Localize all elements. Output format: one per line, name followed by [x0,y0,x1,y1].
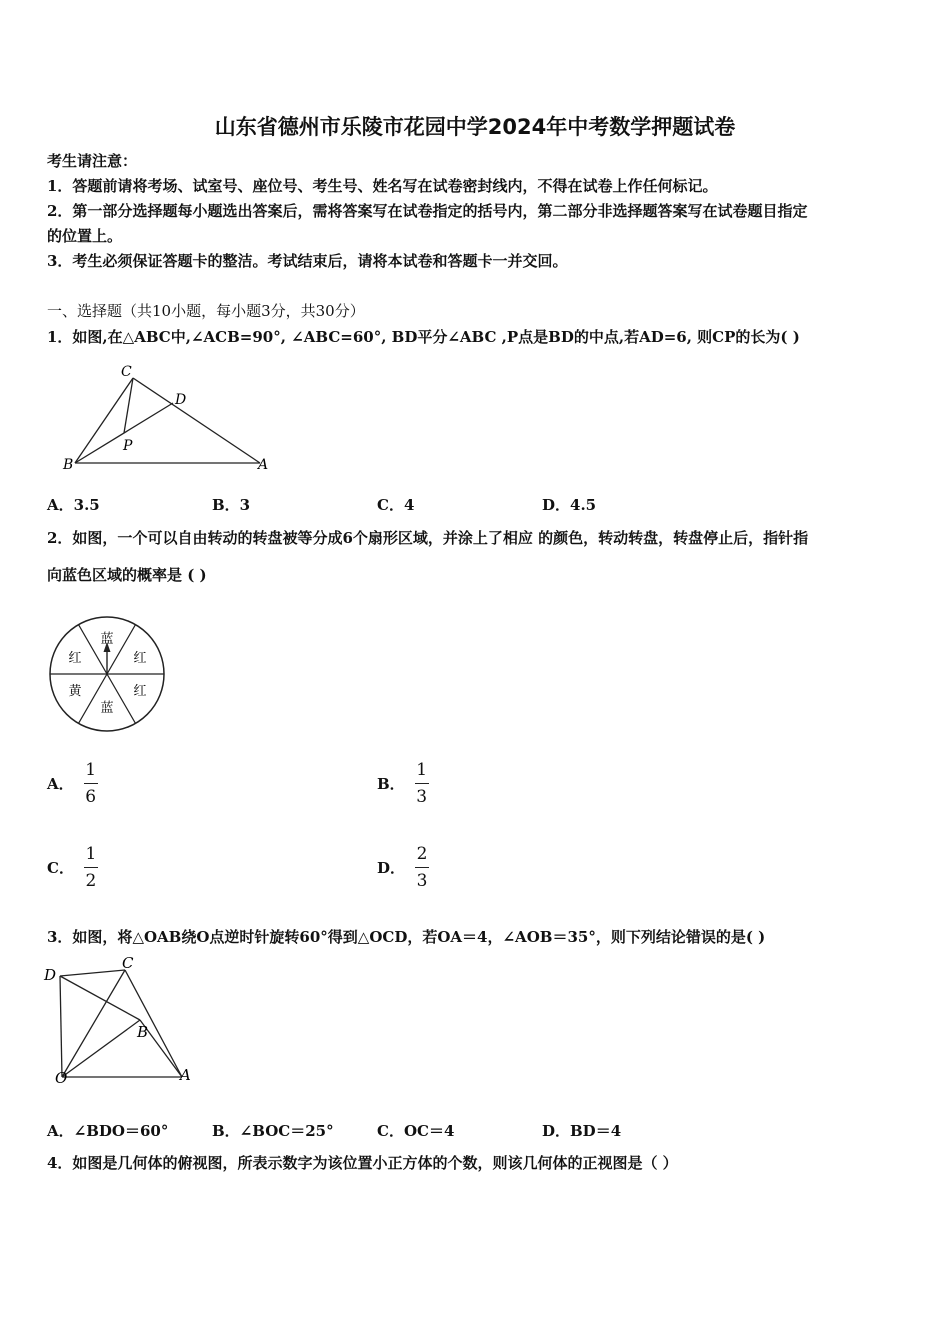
question-1-text: 1．如图,在△ABC中,∠ACB=90°, ∠ABC=60°, BD平分∠ABC ,P点是BD的中点,若AD=6, 则CP的长为( ) [47,328,800,346]
label-c: C [122,957,134,972]
option-c: C．4 [377,496,415,514]
question-3-text: 3．如图，将△OAB绕O点逆时针旋转60°得到△OCD，若OA＝4，∠AOB＝35°，则下列结论错误的是( ) [47,928,766,946]
notice-heading: 考生请注意： [47,152,138,170]
label-o: O [55,1069,68,1087]
fraction [415,760,429,807]
question-3-figure [40,957,200,1087]
sector-label-red: 红 [133,684,147,699]
denominator: 6 [85,787,97,807]
option-c [47,844,98,891]
option-d: D．4.5 [542,496,597,514]
option-a [47,760,98,807]
denominator: 2 [85,871,97,891]
section-heading: 一、选择题（共10小题，每小题3分，共30分） [47,302,365,320]
notice-item: 2．第一部分选择题每小题选出答案后，需将答案写在试卷指定的括号内，第二部分非选择题答案写在试卷题目指定 [47,202,808,220]
label-b: B [63,457,74,473]
fraction [415,844,429,891]
numerator: 2 [416,844,428,864]
sector-label-red: 红 [133,651,147,666]
page-title: 山东省德州市乐陵市花园中学2024年中考数学押题试卷 [214,115,736,139]
option-a: A．3.5 [47,496,100,514]
option-b: B．∠BOC＝25° [212,1122,334,1140]
option-a: A．∠BDO＝60° [47,1122,169,1140]
numerator: 1 [416,760,428,780]
label-p: P [123,438,133,454]
numerator: 1 [85,760,97,780]
label-c: C [121,364,132,380]
option-b [377,760,429,807]
sector-label-yellow: 黄 [68,684,82,699]
spinner-figure [45,612,175,734]
notice-item: 3．考生必须保证答题卡的整洁。考试结束后，请将本试卷和答题卡一并交回。 [47,252,568,270]
label-a: A [180,1066,191,1084]
label-b: B [137,1023,149,1041]
fraction [84,844,98,891]
option-d [377,844,429,891]
question-2-text-cont: 向蓝色区域的概率是 ( ) [47,566,207,584]
label-d: D [44,966,57,984]
label-d: D [175,392,187,408]
question-1-figure [55,360,285,475]
notice-item: 1．答题前请将考场、试室号、座位号、考生号、姓名写在试卷密封线内，不得在试卷上作任何标记。 [47,177,718,195]
option-c: C．OC＝4 [377,1122,455,1140]
option-label: D． [377,859,406,877]
numerator: 1 [85,844,97,864]
denominator: 3 [416,787,428,807]
option-d: D．BD＝4 [542,1122,622,1140]
sector-label-blue: 蓝 [100,701,114,716]
label-a: A [258,457,269,473]
sector-label-blue: 蓝 [100,632,114,647]
denominator: 3 [416,871,428,891]
option-label: B． [377,775,405,793]
option-b: B．3 [212,496,251,514]
question-2-text: 2．如图，一个可以自由转动的转盘被等分成6个扇形区域，并涂上了相应 的颜色，转动转盘，转盘停止后，指针指 [47,529,809,547]
notice-item: 的位置上。 [47,227,123,245]
question-4-text: 4．如图是几何体的俯视图，所表示数字为该位置小正方体的个数，则该几何体的正视图是（ ） [47,1154,678,1172]
fraction [84,760,98,807]
option-label: C． [47,859,74,877]
option-label: A． [47,775,74,793]
sector-label-red: 红 [68,651,82,666]
